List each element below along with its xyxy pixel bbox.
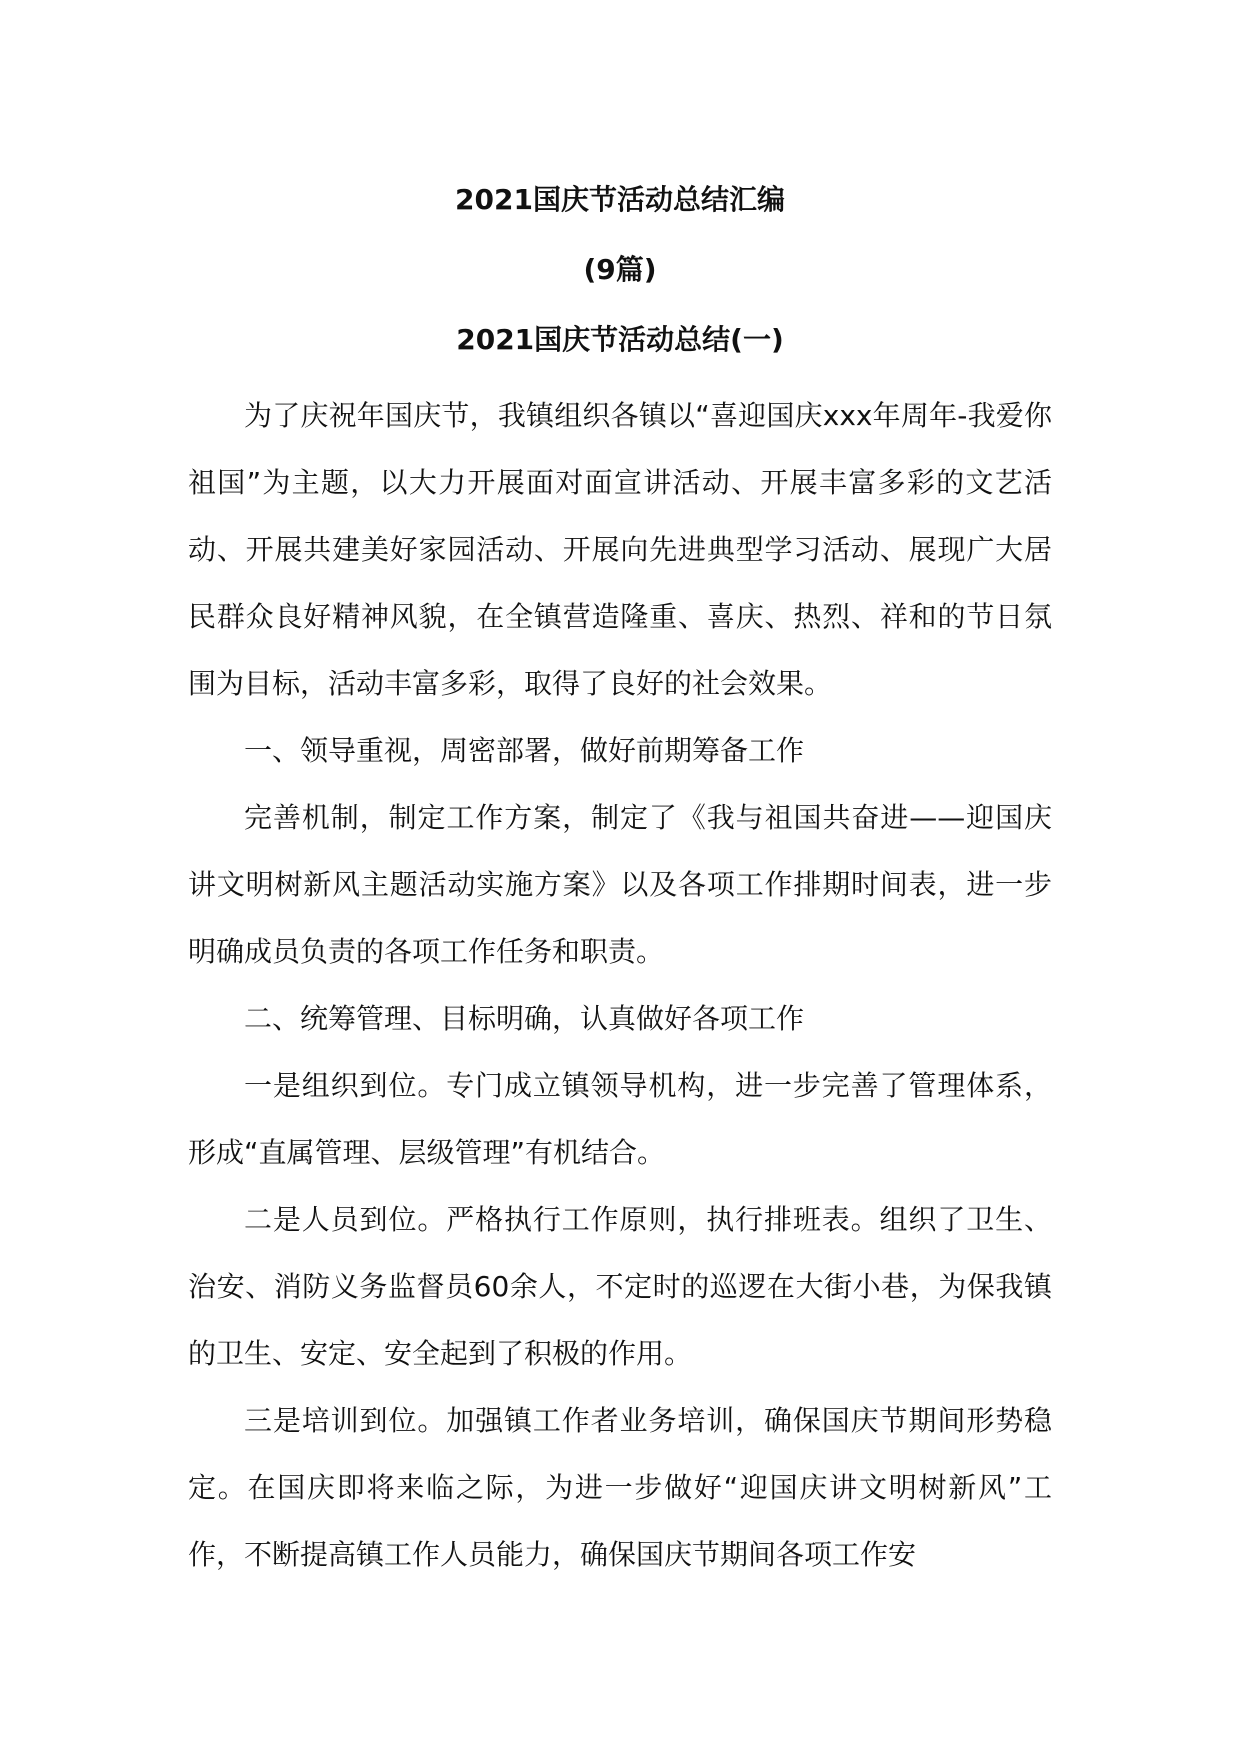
paragraph-personnel: 二是人员到位。严格执行工作原则，执行排班表。组织了卫生、治安、消防义务监督员60余人，不定时的巡逻在大街小巷，为保我镇的卫生、安定、安全起到了积极的作用。: [188, 1203, 1052, 1370]
document-title: 2021国庆节活动总结汇编: [455, 183, 785, 216]
paragraph-mechanism: 完善机制，制定工作方案，制定了《我与祖国共奋进——迎国庆讲文明树新风主题活动实施方案》以及各项工作排期时间表，进一步明确成员负责的各项工作任务和职责。: [188, 801, 1052, 968]
heading-section-1: 一、领导重视，周密部署，做好前期筹备工作: [244, 734, 805, 767]
paragraph-organization: 一是组织到位。专门成立镇领导机构，进一步完善了管理体系，形成“直属管理、层级管理”有机结合。: [188, 1069, 1052, 1169]
paragraph-training: 三是培训到位。加强镇工作者业务培训，确保国庆节期间形势稳定。在国庆即将来临之际，为进一步做好“迎国庆讲文明树新风”工作，不断提高镇工作人员能力，确保国庆节期间各项工作安: [188, 1404, 1052, 1571]
section-title: 2021国庆节活动总结(一): [456, 323, 784, 356]
document-body: [188, 382, 1052, 1588]
paragraph-intro: 为了庆祝年国庆节，我镇组织各镇以“喜迎国庆xxx年周年-我爱你祖国”为主题，以大力开展面对面宣讲活动、开展丰富多彩的文艺活动、开展共建美好家园活动、开展向先进典型学习活动、展现广大居民群众良好精神风貌，在全镇营造隆重、喜庆、热烈、祥和的节日氛围为目标，活动丰富多彩，取得了良好的社会效果。: [188, 399, 1052, 700]
heading-section-2: 二、统筹管理、目标明确，认真做好各项工作: [244, 1002, 805, 1035]
document-subtitle: (9篇): [583, 253, 657, 286]
